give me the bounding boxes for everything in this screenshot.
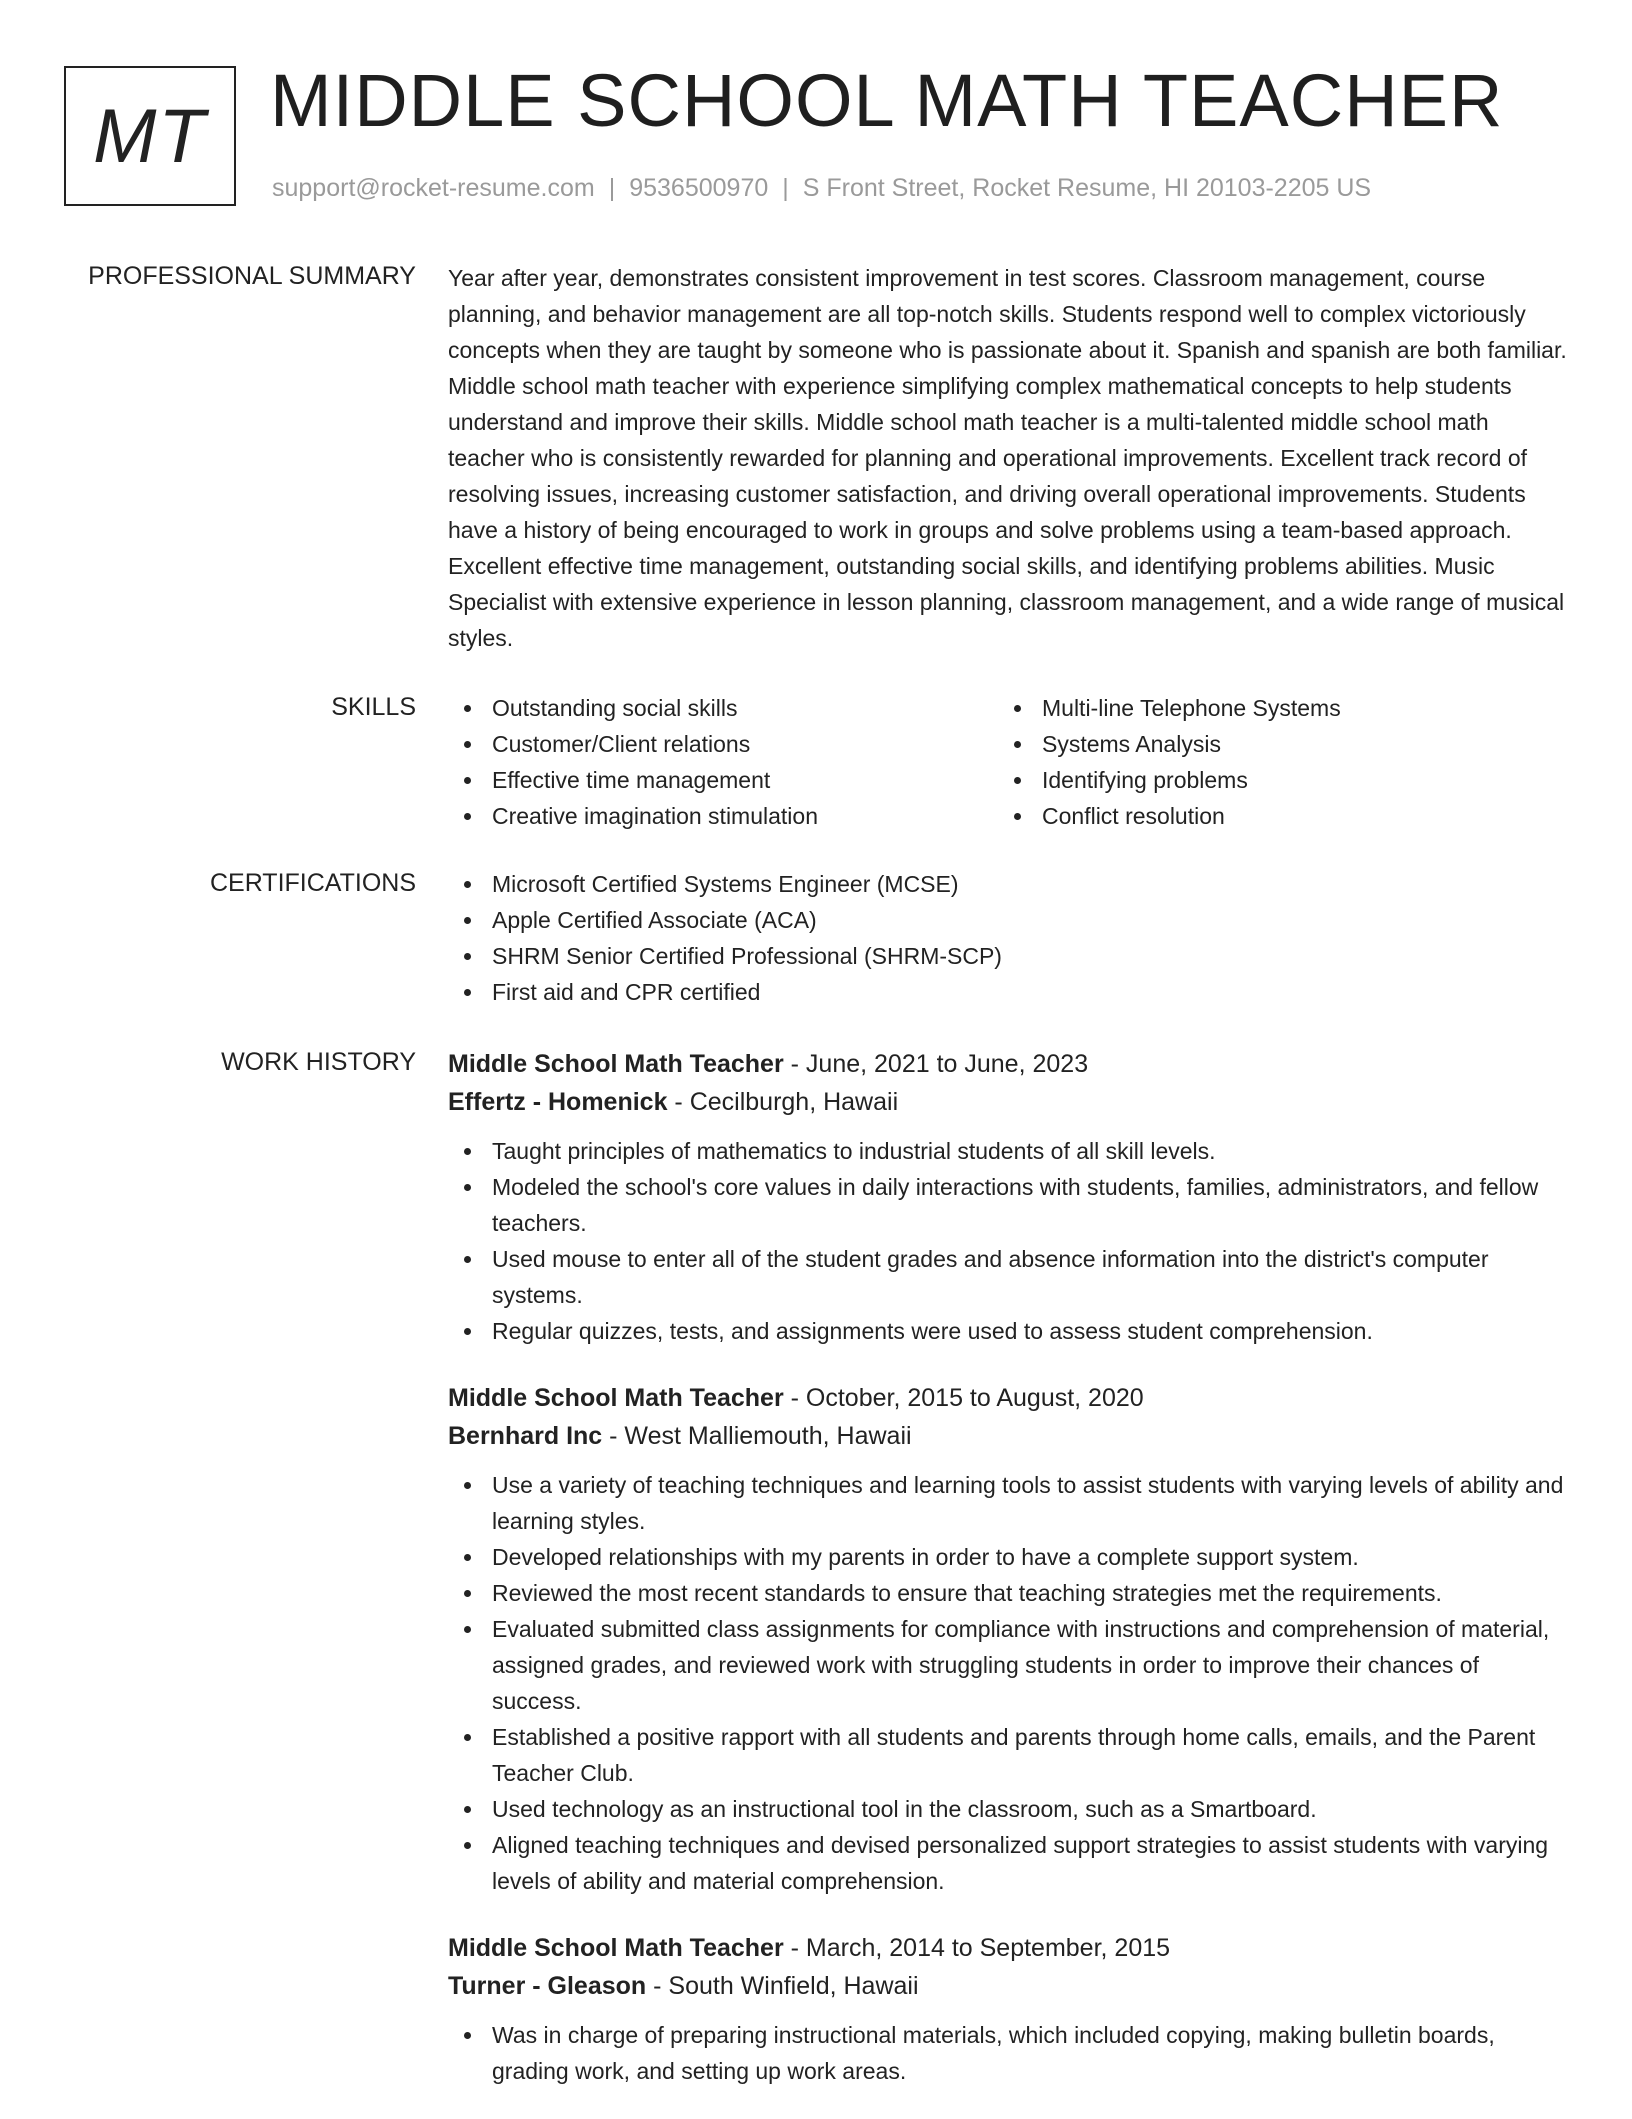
summary-body xyxy=(448,260,1568,656)
job-company-line xyxy=(448,1417,1568,1455)
job-location: - West Malliemouth, Hawaii xyxy=(602,1422,912,1450)
job-dates: - March, 2014 to September, 2015 xyxy=(783,1934,1171,1962)
job-company: Effertz - Homenick xyxy=(448,1088,668,1116)
monogram: MT xyxy=(93,93,207,179)
job-role: Middle School Math Teacher xyxy=(448,1050,784,1078)
job-entry xyxy=(448,1929,1568,2089)
job-bullets xyxy=(448,1467,1568,1899)
job-location: - South Winfield, Hawaii xyxy=(646,1972,919,2000)
job-dates: - October, 2015 to August, 2020 xyxy=(783,1384,1144,1412)
job-company-line xyxy=(448,1967,1568,2005)
contact-separator: | xyxy=(782,174,789,202)
skills-list-right xyxy=(998,690,1548,834)
list-item: Systems Analysis xyxy=(998,726,1548,762)
list-item: Modeled the school's core values in daily interactions with students, families, administrators, and fellow teachers. xyxy=(448,1169,1568,1241)
list-item: Multi-line Telephone Systems xyxy=(998,690,1548,726)
job-role: Middle School Math Teacher xyxy=(448,1384,784,1412)
list-item: Aligned teaching techniques and devised personalized support strategies to assist students with varying levels of ability and material comprehension. xyxy=(448,1827,1568,1899)
work-title: WORK HISTORY xyxy=(221,1048,416,1076)
list-item: Conflict resolution xyxy=(998,798,1548,834)
list-item: Creative imagination stimulation xyxy=(448,798,998,834)
job-location: - Cecilburgh, Hawaii xyxy=(667,1088,899,1116)
job-company: Bernhard Inc xyxy=(448,1422,603,1450)
summary-title: PROFESSIONAL SUMMARY xyxy=(88,262,416,290)
list-item: Identifying problems xyxy=(998,762,1548,798)
job-company-line xyxy=(448,1083,1568,1121)
list-item: Used technology as an instructional tool in the classroom, such as a Smartboard. xyxy=(448,1791,1568,1827)
certifications-list xyxy=(448,866,1568,1010)
list-item: Used mouse to enter all of the student grades and absence information into the district's computer systems. xyxy=(448,1241,1568,1313)
list-item: Microsoft Certified Systems Engineer (MCSE) xyxy=(448,866,1568,902)
job-role-line xyxy=(448,1379,1568,1417)
job-role-line xyxy=(448,1045,1568,1083)
contact-separator: | xyxy=(608,174,616,202)
contact-line xyxy=(272,174,1371,203)
list-item: Apple Certified Associate (ACA) xyxy=(448,902,1568,938)
list-item: Was in charge of preparing instructional materials, which included copying, making bulletin boards, grading work, and setting up work areas. xyxy=(448,2017,1568,2089)
list-item: Outstanding social skills xyxy=(448,690,998,726)
skills-body xyxy=(448,690,1568,834)
contact-address: S Front Street, Rocket Resume, HI 20103-2205 US xyxy=(802,174,1372,202)
monogram-box xyxy=(64,66,236,206)
work-body xyxy=(448,1045,1568,2119)
list-item: Taught principles of mathematics to industrial students of all skill levels. xyxy=(448,1133,1568,1169)
list-item: Use a variety of teaching techniques and learning tools to assist students with varying levels of ability and learning styles. xyxy=(448,1467,1568,1539)
list-item: Customer/Client relations xyxy=(448,726,998,762)
certifications-body xyxy=(448,866,1568,1010)
list-item: Reviewed the most recent standards to ensure that teaching strategies met the requirements. xyxy=(448,1575,1568,1611)
list-item: Regular quizzes, tests, and assignments were used to assess student comprehension. xyxy=(448,1313,1568,1349)
job-role: Middle School Math Teacher xyxy=(448,1934,784,1962)
summary-text: Year after year, demonstrates consistent improvement in test scores. Classroom management, course planning, and behavior management are all top-notch skills. Students respond well to complex victoriously concepts when they are taught by someone who is passionate about it. Spanish and spanish are both familiar. Middle school math teacher with experience simplifying complex mathematical concepts to help students understand and improve their skills. Middle school math teacher is a multi-talented middle school math teacher who is consistently rewarded for planning and operational improvements. Excellent track record of resolving issues, increasing customer satisfaction, and driving overall operational improvements. Students have a history of being encouraged to work in groups and solve problems using a team-based approach. Excellent effective time management, outstanding social skills, and identifying problems abilities. Music Specialist with extensive experience in lesson planning, classroom management, and a wide range of musical styles. xyxy=(448,265,1567,651)
job-entry xyxy=(448,1045,1568,1349)
job-company: Turner - Gleason xyxy=(448,1972,647,2000)
list-item: Established a positive rapport with all students and parents through home calls, emails, and the Parent Teacher Club. xyxy=(448,1719,1568,1791)
job-dates: - June, 2021 to June, 2023 xyxy=(783,1050,1089,1078)
job-bullets xyxy=(448,2017,1568,2089)
job-entry xyxy=(448,1379,1568,1899)
contact-phone[interactable]: 9536500970 xyxy=(629,174,769,202)
list-item: SHRM Senior Certified Professional (SHRM-SCP) xyxy=(448,938,1568,974)
page-title: MIDDLE SCHOOL MATH TEACHER xyxy=(270,59,1504,142)
skills-list-left xyxy=(448,690,998,834)
certifications-title: CERTIFICATIONS xyxy=(209,869,416,897)
contact-email[interactable]: support@rocket-resume.com xyxy=(272,174,595,202)
list-item: Effective time management xyxy=(448,762,998,798)
skills-title: SKILLS xyxy=(331,693,416,721)
list-item: Evaluated submitted class assignments for compliance with instructions and comprehension of material, assigned grades, and reviewed work with struggling students in order to improve their chances of success. xyxy=(448,1611,1568,1719)
job-role-line xyxy=(448,1929,1568,1967)
job-bullets xyxy=(448,1133,1568,1349)
list-item: First aid and CPR certified xyxy=(448,974,1568,1010)
list-item: Developed relationships with my parents in order to have a complete support system. xyxy=(448,1539,1568,1575)
